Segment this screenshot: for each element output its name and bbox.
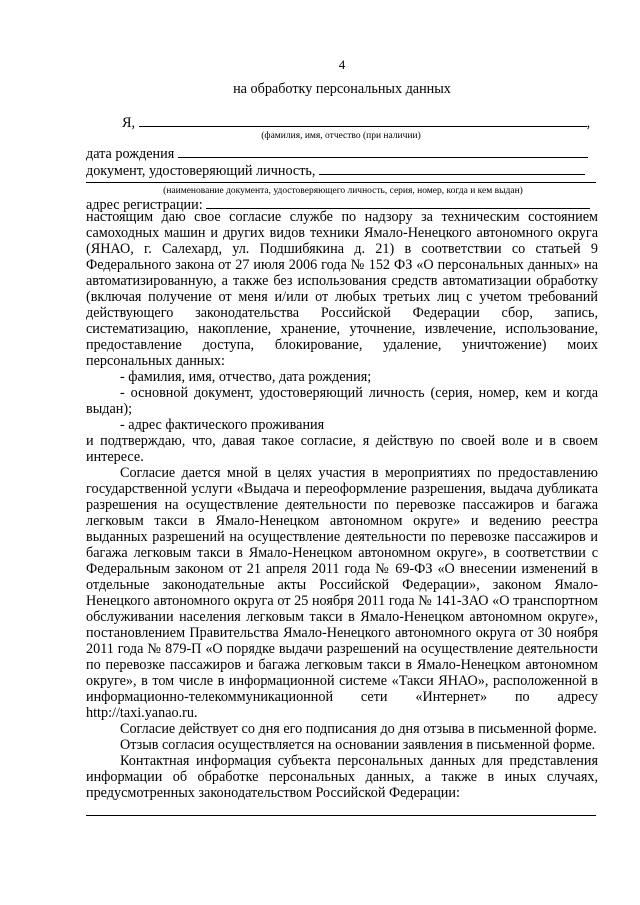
i-label: Я, xyxy=(122,115,136,131)
contact-info-field[interactable] xyxy=(86,801,596,816)
consent-paragraph-2: и подтверждаю, что, давая такое согласие, я действую по своей воле и в своем интересе. xyxy=(86,433,598,465)
consent-paragraph-4: Согласие действует со дня его подписания до дня отзыва в письменной форме. xyxy=(120,721,597,737)
page-number: 4 xyxy=(338,57,346,72)
birth-date-field[interactable] xyxy=(178,145,588,158)
list-item-2: - основной документ, удостоверяющий личность (серия, номер, кем и когда выдан); xyxy=(86,385,598,417)
name-row: Я, , xyxy=(122,115,591,131)
consent-paragraph-6: Контактная информация субъекта персональных данных для представления информации об обработке персональных данных, а также в иных случаях, предусмотренных законодательством Российской Федерации: xyxy=(86,753,598,801)
consent-paragraph-3: Согласие дается мной в целях участия в мероприятиях по предоставлению государственной услуги «Выдача и переоформление разрешения, выдача дубликата разрешения на осуществление деятельности по перевозке пассажиров и багажа легковым такси в Ямало-Ненецком автономном округе» и ведению реестра выданных разрешений на осуществление деятельности по перевозке пассажиров и багажа легковым такси в Ямало-Ненецком автономном округе», в соответствии с Федеральным законом от 21 апреля 2011 года № 69-ФЗ «О внесении изменений в отдельные законодательные акты Российской Федерации», законом Ямало-Ненецкого автономного округа от 25 ноября 2011 года № 141-ЗАО «О транспортном обслуживании населения легковым такси в Ямало-Ненецком автономном округе», постановлением Правительства Ямало-Ненецкого автономного округа от 30 ноября 2011 года № 879-П «О порядке выдачи разрешений на осуществление деятельности по перевозке пассажиров и багажа легковым такси в Ямало-Ненецком автономном округе», в том числе в информационной системе «Такси ЯНАО», расположенной в информационно-телекоммуникационной сети «Интернет» по адресу http://taxi.yanao.ru. xyxy=(86,465,598,721)
full-name-field[interactable] xyxy=(139,114,587,127)
document-field-line2[interactable] xyxy=(86,182,596,183)
consent-body xyxy=(86,209,598,816)
birth-row xyxy=(86,145,588,162)
document-field[interactable] xyxy=(319,162,585,175)
consent-paragraph-1: настоящим даю свое согласие службе по надзору за техническим состоянием самоходных машин и других видов техники Ямало-Ненецкого автономного округа (ЯНАО, г. Салехард, ул. Подшибякина д. 21) в соответствии со статьей 9 Федерального закона от 27 июля 2006 года № 152 ФЗ «О персональных данных» на автоматизированную, а также без использования средств автоматизации обработку (включая получение от меня и/или от любых третьих лиц с учетом требований действующего законодательства Российской Федерации сбор, запись, систематизацию, накопление, хранение, уточнение, извлечение, использование, предоставление доступа, блокирование, удаление, уничтожение) моих персональных данных: xyxy=(86,209,598,369)
consent-paragraph-5: Отзыв согласия осуществляется на основании заявления в письменной форме. xyxy=(120,737,596,753)
document-hint: (наименование документа, удостоверяющего личность, серия, номер, когда и кем выдан) xyxy=(163,186,523,196)
address-field[interactable] xyxy=(206,196,590,209)
document-row xyxy=(86,162,585,179)
name-hint: (фамилия, имя, отчество (при наличии) xyxy=(261,131,421,141)
list-item-3: - адрес фактического проживания xyxy=(120,417,325,433)
document-title: на обработку персональных данных xyxy=(233,81,451,97)
address-label: адрес регистрации: xyxy=(86,197,203,213)
list-item-1: - фамилия, имя, отчество, дата рождения; xyxy=(120,369,372,385)
document-label: документ, удостоверяющий личность, xyxy=(86,163,316,179)
birth-label: дата рождения xyxy=(86,146,175,162)
